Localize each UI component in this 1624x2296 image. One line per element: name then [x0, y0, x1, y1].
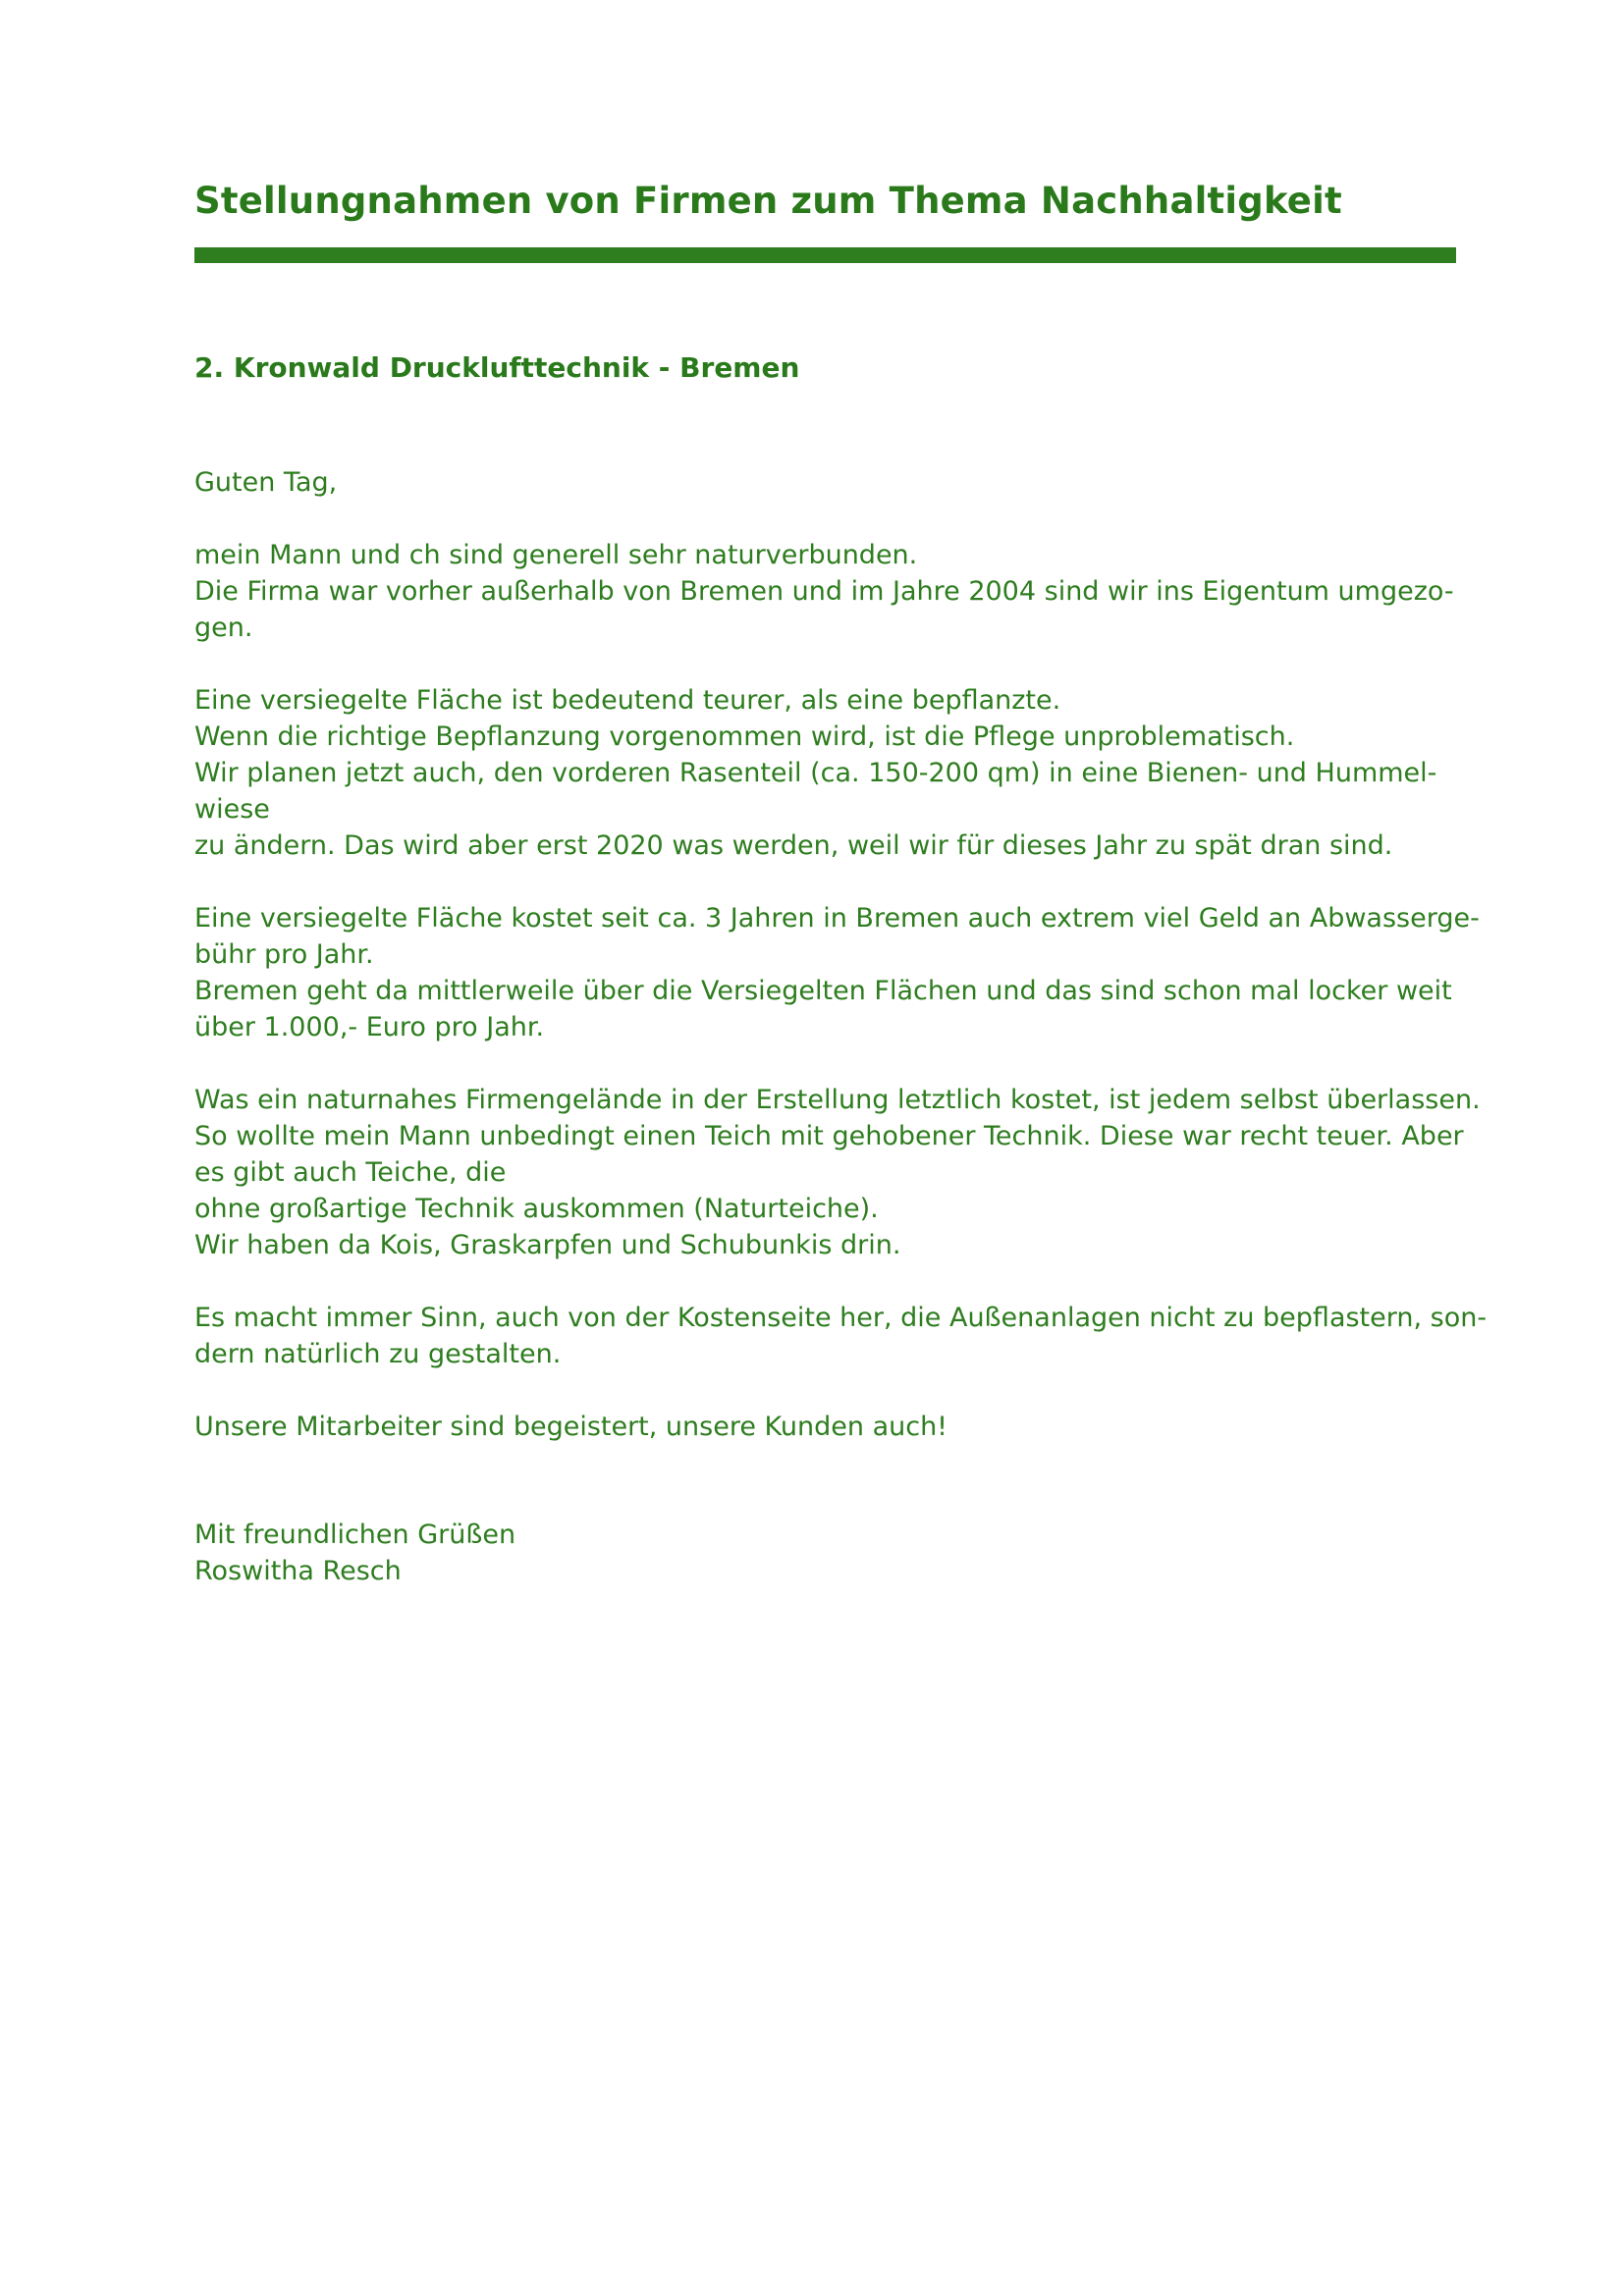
- paragraph-1: [194, 537, 1461, 646]
- paragraph-4: [194, 1082, 1481, 1263]
- paragraph-2: [194, 682, 1461, 864]
- text-line: Es macht immer Sinn, auch von der Kostenseite her, die Außenanlagen nicht zu bepflastern, son-: [194, 1303, 1488, 1333]
- text-line: Was ein naturnahes Firmengelände in der Erstellung letztlich kostet, ist jedem selbst überlassen.: [194, 1085, 1481, 1115]
- paragraph-3: [194, 900, 1480, 1045]
- text-line: dern natürlich zu gestalten.: [194, 1339, 562, 1369]
- text-line: Bremen geht da mittlerweile über die Versiegelten Flächen und das sind schon mal locker weit: [194, 976, 1452, 1006]
- text-line: wiese: [194, 794, 270, 825]
- text-line: Unsere Mitarbeiter sind begeistert, unsere Kunden auch!: [194, 1412, 948, 1442]
- text-line: So wollte mein Mann unbedingt einen Teich mit gehobener Technik. Diese war recht teuer. Aber: [194, 1121, 1464, 1151]
- paragraph-6: [194, 1409, 1461, 1445]
- greeting-line: Guten Tag,: [194, 467, 338, 498]
- text-line: Wir planen jetzt auch, den vorderen Rasenteil (ca. 150-200 qm) in eine Bienen- und Hummel-: [194, 758, 1437, 788]
- text-line: gen.: [194, 613, 253, 643]
- title-divider: [194, 247, 1456, 263]
- greeting: [194, 464, 1461, 501]
- paragraph-5: [194, 1300, 1488, 1372]
- text-line: Die Firma war vorher außerhalb von Bremen und im Jahre 2004 sind wir ins Eigentum umgezo-: [194, 576, 1454, 607]
- text-line: zu ändern. Das wird aber erst 2020 was werden, weil wir für dieses Jahr zu spät dran sind.: [194, 830, 1393, 861]
- signature-name: Roswitha Resch: [194, 1556, 402, 1586]
- text-line: Wenn die richtige Bepflanzung vorgenommen wird, ist die Pflege unproblematisch.: [194, 721, 1295, 752]
- text-line: bühr pro Jahr.: [194, 939, 374, 970]
- closing-line: Mit freundlichen Grüßen: [194, 1520, 516, 1550]
- text-line: es gibt auch Teiche, die: [194, 1157, 507, 1188]
- document-title: Stellungnahmen von Firmen zum Thema Nachhaltigkeit: [194, 180, 1342, 222]
- text-line: mein Mann und ch sind generell sehr naturverbunden.: [194, 540, 918, 570]
- text-line: Eine versiegelte Fläche ist bedeutend teurer, als eine bepflanzte.: [194, 685, 1061, 716]
- text-line: über 1.000,- Euro pro Jahr.: [194, 1012, 545, 1042]
- text-line: ohne großartige Technik auskommen (Naturteiche).: [194, 1194, 879, 1224]
- closing-block: [194, 1517, 1461, 1589]
- text-line: Eine versiegelte Fläche kostet seit ca. 3 Jahren in Bremen auch extrem viel Geld an Abwasserge-: [194, 903, 1480, 934]
- text-line: Wir haben da Kois, Graskarpfen und Schubunkis drin.: [194, 1230, 901, 1260]
- section-heading: 2. Kronwald Drucklufttechnik - Bremen: [194, 351, 800, 384]
